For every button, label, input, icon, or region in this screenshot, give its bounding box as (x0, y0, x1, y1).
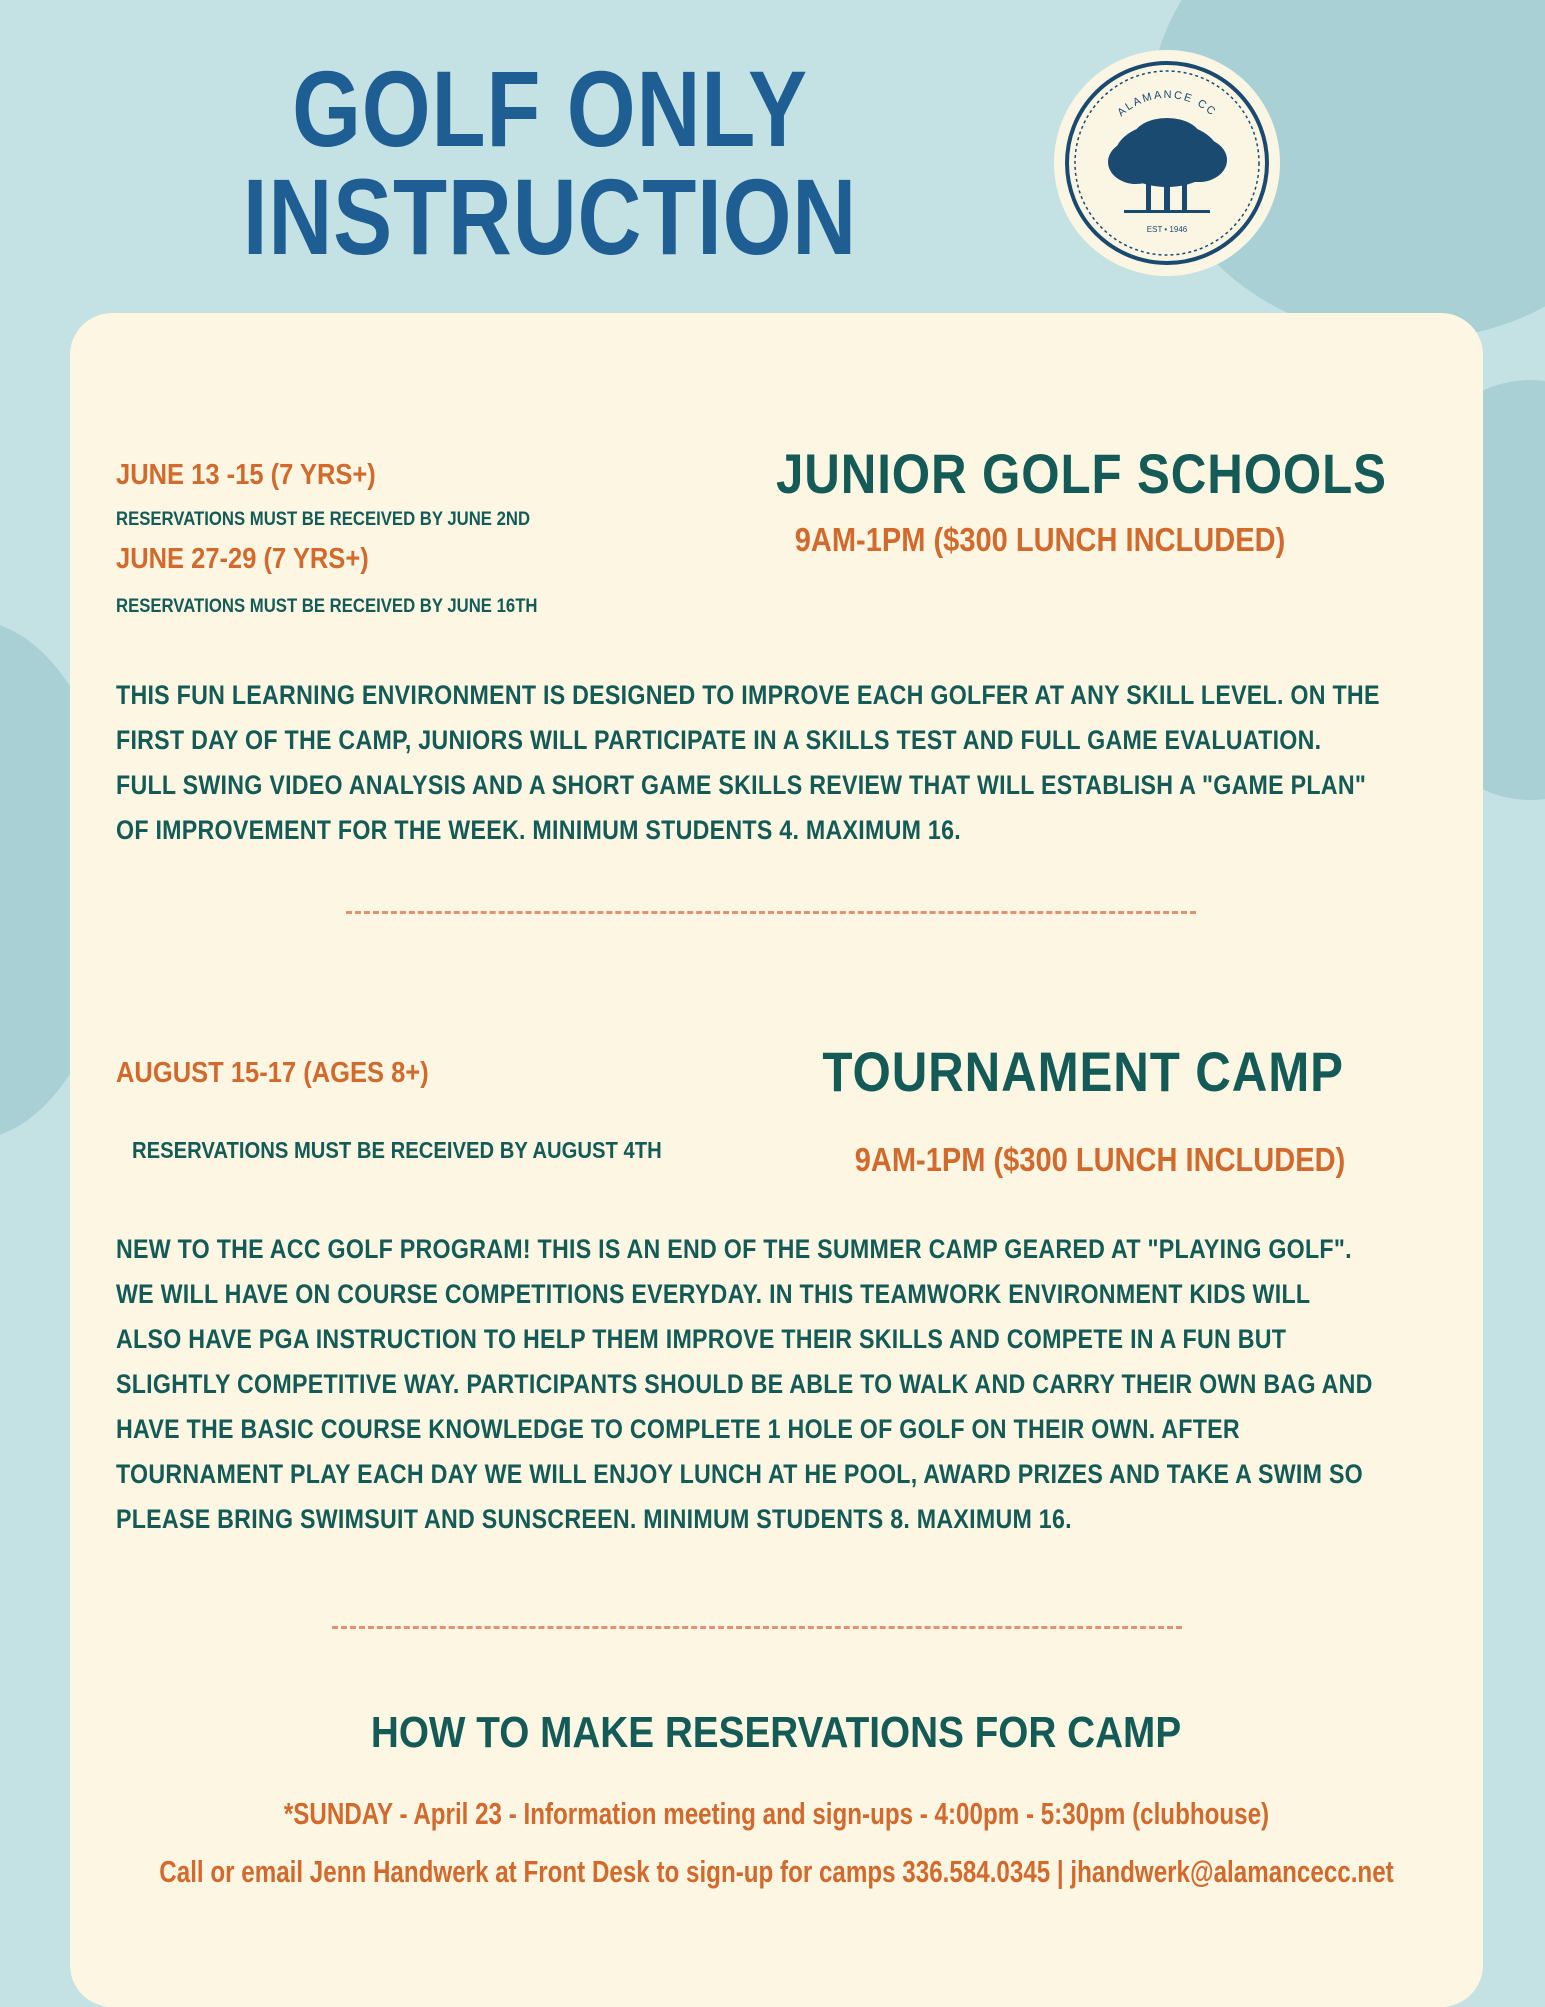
session-date: AUGUST 15-17 (AGES 8+) (116, 1057, 429, 1089)
session-note: RESERVATIONS MUST BE RECEIVED BY JUNE 2ND (116, 509, 531, 530)
description-line: FULL SWING VIDEO ANALYSIS AND A SHORT GAME SKILLS REVIEW THAT WILL ESTABLISH A "GAME PLAN" (116, 770, 1367, 800)
club-logo (1054, 50, 1280, 276)
tree-logo-icon (1054, 50, 1280, 276)
session-date: JUNE 13 -15 (7 YRS+) (116, 459, 376, 491)
description-line: PLEASE BRING SWIMSUIT AND SUNSCREEN. MINIMUM STUDENTS 8. MAXIMUM 16. (116, 1504, 1072, 1534)
description-line: ALSO HAVE PGA INSTRUCTION TO HELP THEM IMPROVE THEIR SKILLS AND COMPETE IN A FUN BUT (116, 1324, 1287, 1354)
content-card (70, 313, 1483, 2007)
description-line: SLIGHTLY COMPETITIVE WAY. PARTICIPANTS SHOULD BE ABLE TO WALK AND CARRY THEIR OWN BAG AND (116, 1369, 1373, 1399)
divider (346, 911, 1196, 914)
title-line: INSTRUCTION (242, 156, 858, 277)
description-line: WE WILL HAVE ON COURSE COMPETITIONS EVERYDAY. IN THIS TEAMWORK ENVIRONMENT KIDS WILL (116, 1279, 1311, 1309)
svg-text:ALAMANCE CC (1115, 89, 1219, 119)
session-note: RESERVATIONS MUST BE RECEIVED BY AUGUST 4TH (132, 1137, 662, 1163)
description-line: THIS FUN LEARNING ENVIRONMENT IS DESIGNED TO IMPROVE EACH GOLFER AT ANY SKILL LEVEL. ON THE (116, 680, 1380, 710)
section-heading: TOURNAMENT CAMP (822, 1040, 1344, 1103)
section-time: 9AM-1PM ($300 LUNCH INCLUDED) (854, 1141, 1346, 1178)
section-time: 9AM-1PM ($300 LUNCH INCLUDED) (794, 521, 1286, 558)
description-line: HAVE THE BASIC COURSE KNOWLEDGE TO COMPLETE 1 HOLE OF GOLF ON THEIR OWN. AFTER (116, 1414, 1240, 1444)
meeting-info: *SUNDAY - April 23 - Information meeting and sign-ups - 4:00pm - 5:30pm (clubhouse) (283, 1796, 1270, 1831)
page-title (99, 48, 1001, 277)
logo-text: ALAMANCE CC (1115, 88, 1219, 120)
session-note: RESERVATIONS MUST BE RECEIVED BY JUNE 16TH (116, 596, 538, 617)
description-line: FIRST DAY OF THE CAMP, JUNIORS WILL PARTICIPATE IN A SKILLS TEST AND FULL GAME EVALUATION. (116, 725, 1322, 755)
contact-info: Call or email Jenn Handwerk at Front Desk to sign-up for camps 336.584.0345 | jhandwerk@alamancecc.net (159, 1854, 1394, 1889)
session-date: JUNE 27-29 (7 YRS+) (116, 543, 369, 575)
section-heading: JUNIOR GOLF SCHOOLS (776, 442, 1387, 505)
divider (332, 1626, 1182, 1629)
description-line: NEW TO THE ACC GOLF PROGRAM! THIS IS AN END OF THE SUMMER CAMP GEARED AT "PLAYING GOLF". (116, 1234, 1352, 1264)
reservations-heading: HOW TO MAKE RESERVATIONS FOR CAMP (370, 1708, 1182, 1757)
description-line: OF IMPROVEMENT FOR THE WEEK. MINIMUM STUDENTS 4. MAXIMUM 16. (116, 815, 961, 845)
title-line: GOLF ONLY (292, 48, 808, 169)
description-line: TOURNAMENT PLAY EACH DAY WE WILL ENJOY LUNCH AT HE POOL, AWARD PRIZES AND TAKE A SWIM SO (116, 1459, 1364, 1489)
logo-est: EST • 1946 (1146, 225, 1188, 234)
